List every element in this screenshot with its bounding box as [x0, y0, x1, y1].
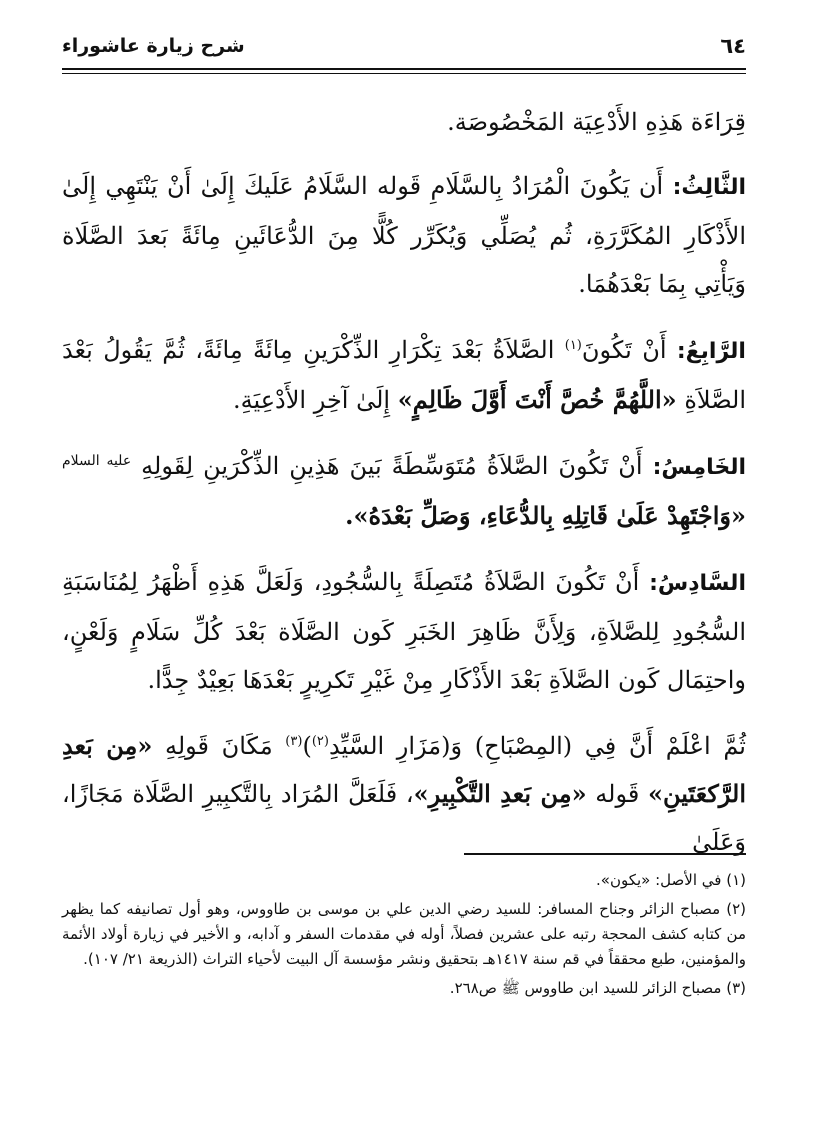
heading-sixth: السَّادِسُ: [649, 571, 746, 596]
paragraph-third [62, 162, 746, 308]
heading-fourth: الرَّابِعُ: [676, 339, 746, 364]
paragraph-sixth-text: أَنْ تَكُونَ الصَّلاَةُ مُتَصِلَةً بِالسُّجُودِ، وَلَعَلَّ هَذِهِ أَظْهَرُ لِمُنَاسَبَةِ السُّجُودِ لِلصَّلاَةِ، وَلِأَنَّ ظَاهِرَ الخَبَرِ كَون الصَّلَاة بَعْدَ كُلِّ سَلَامٍ وَلَعْنٍ، واحتِمَال كَون الصَّلاَةِ بَعْدَ الأَذْكَارِ مِنْ غَيْرِ تَكرِيرٍ بَعْدَهَا بَعِيْدٌ جِدًّا. [62, 568, 746, 694]
paragraph-fifth-text: أَنْ تَكُونَ الصَّلاَةُ مُتَوَسِّطَةً بَينَ هَذِينِ الذِّكْرَينِ لِقَولِهِ [141, 452, 643, 480]
paragraph-sixth [62, 558, 746, 704]
page-number: ٦٤ [720, 34, 746, 58]
footnote-3: (٣) مصباح الزائر للسيد ابن طاووس ﷺ ص٢٦٨. [449, 979, 746, 997]
paragraph-closing-text-e: ، فَلَعَلَّ المُرَاد بِالتَّكبِيرِ الصَّلَاة مَجَازًا، وَعَلَىٰ [62, 780, 746, 856]
footnote-separator [464, 853, 746, 855]
paragraph-fourth [62, 326, 746, 424]
quote-supplication: «اللَّهُمَّ خُصَّ أَنْتَ أَوَّلَ ظَالِمٍ» [397, 385, 677, 414]
quote-after-two-rakahs: «مِن بَعدِ الرَّكعَتَينِ» [62, 731, 746, 808]
paragraph-fourth-text-b: الصَّلاَةُ بَعْدَ تِكْرَارِ الذِّكْرَينِ مِائَةً مِائَةً، ثُمَّ يَقُولُ بَعْدَ الصَّلاَةِ [62, 336, 746, 414]
footnote-ref-1[interactable]: (١) [564, 338, 582, 353]
heading-fifth: الخَامِسُ: [652, 455, 746, 480]
paragraph-intro: قِرَاءَة هَذِهِ الأَدْعِيَة المَخْصُوصَة. [447, 108, 746, 136]
honorific-symbol: عليه السلام [62, 453, 132, 469]
page-header [62, 28, 746, 64]
footnotes [62, 868, 746, 1005]
paragraph-closing-text-c: مَكَانَ قَولِهِ [164, 732, 273, 760]
paragraph-third-text: أَن يَكُونَ الْمُرَادُ بِالسَّلَامِ قَوله السَّلَامُ عَلَيكَ إِلَىٰ أَنْ يَنْتَهِي إِلَىٰ الأَذْكَارِ المُكَرَّرَةِ، ثُم يُصَلِّي وَيُكَرِّر كُلًّا مِنَ الدُّعَائَينِ مِائَةً بَعدَ الصَّلَاة وَيَأْتِي بِمَا بَعْدَهُمَا. [62, 172, 746, 298]
footnote-2: (٢) مصباح الزائر وجناح المسافر: للسيد رضي الدين علي بن موسى بن طاووس، وهو أول تصانيفه كما يظهر من كتابه كشف المحجة رتبه على عشرين فصلاً، أوله في مقدمات السفر و آدابه، و الأخير في زيارة أولاد الأئمة والمؤمنين، طبع محققاً في قم سنة ١٤١٧هـ بتحقيق ونشر مؤسسة آل البيت لأحياء التراث (الذريعة ٢١/ ١٠٧). [62, 900, 746, 968]
header-rule [62, 68, 746, 74]
quote-hadith: «وَاجْتَهِدْ عَلَىٰ قَاتِلِهِ بِالدُّعَاءِ، وَصَلِّ بَعْدَهُ». [345, 501, 746, 530]
footnote-ref-3[interactable]: (٣) [285, 734, 303, 749]
quote-after-takbir: «مِن بَعدِ التَّكْبِيرِ» [413, 779, 587, 808]
paragraph-closing-text-d: قَوله [595, 780, 640, 808]
paragraph-fourth-text-a: أَنْ تَكُونَ [581, 336, 667, 364]
paragraph-closing-text-a: ثُمَّ اعْلَمْ أَنَّ فِي (المِصْبَاحِ) وَ(مَزَارِ السَّيِّدِ [328, 732, 746, 760]
footnote-1: (١) في الأصل: «يكون». [596, 871, 746, 889]
book-title: شرح زيارة عاشوراء [62, 35, 245, 57]
heading-third: الثَّالِثُ: [672, 175, 747, 200]
footnote-ref-2[interactable]: (٢) [311, 734, 329, 749]
paragraph-closing-text-b: ) [302, 732, 312, 760]
main-text [62, 98, 746, 884]
paragraph-fifth [62, 442, 746, 540]
paragraph-closing [62, 722, 746, 866]
paragraph-fourth-text-c: إِلَىٰ آخِرِ الأَدْعِيَةِ. [233, 386, 391, 414]
